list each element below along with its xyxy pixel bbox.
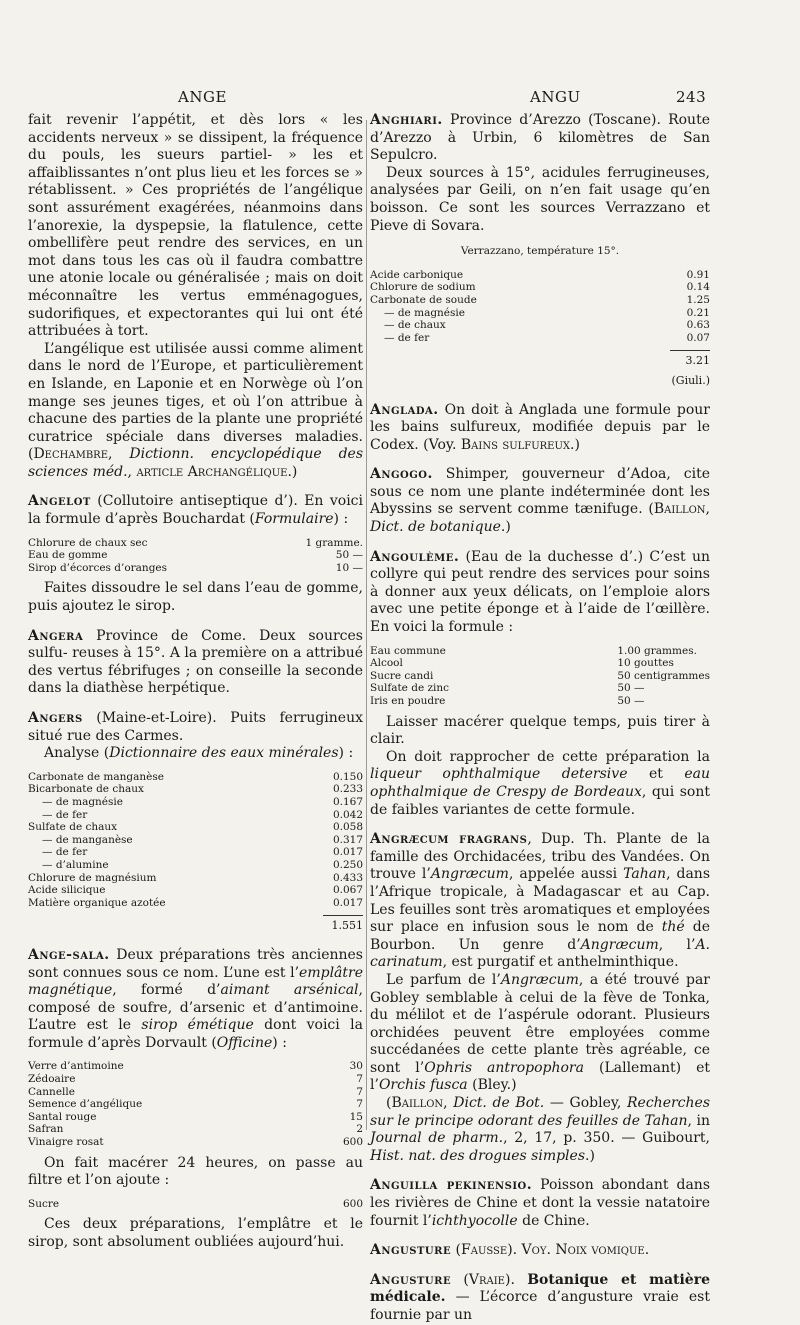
analysis-table: Acide carbonique 0.91 Chlorure de sodium 0.14 Carbonate de soude 1.25 — de magnésie 0.21 — de chaux 0.63 — de fer 0.07 <box>370 268 710 344</box>
entry-anguilla: Anguilla pekinensio. Poisson abondant dans les rivières de Chine et dont la vessie natatoire fournit l’ichthyocolle de Chine. <box>370 1177 710 1229</box>
page-number: 243 <box>676 88 707 106</box>
analysis-table: Carbonate de manganèse 0.150 Bicarbonate de chaux 0.233 — de magnésie 0.167 — de fer 0.042 Sulfate de chaux 0.058 — de manganèse 0.317 — de fer 0.017 — d’alumine 0.250 Chlorure de magnésium 0.433 Acide silicique 0.067 Matière organique azotée 0.017 <box>28 770 363 909</box>
entry-angera: Angera Province de Come. Deux sources sulfu- reuses à 15°. A la première on a attribué des vertus fébrifuges ; on conseille la seconde dans la diathèse herpétique. <box>28 627 363 697</box>
column-divider <box>366 120 367 1130</box>
right-column <box>370 112 710 1325</box>
headword: Angera <box>28 627 84 644</box>
headword: Angers <box>28 710 83 726</box>
entry-angers: Angers (Maine-et-Loire). Puits ferrugineux situé rue des Carmes. Analyse (Dictionnaire des eaux minérales) : Carbonate de manganèse 0.150 Bicarbonate de chaux 0.233 — de magnésie 0.167 — de fer 0.042 Sulfate de chaux 0.058 — de manganèse 0.317 — de fer 0.017 — d’alumine 0.250 Chlorure de magnésium 0.433 Acide silicique 0.067 Matière organique azotée 0.017 1.551 <box>28 710 363 935</box>
running-head-right: ANGU <box>530 88 581 106</box>
headword: Anguilla pekinensio. <box>370 1177 533 1194</box>
headword: Angræcum fragrans <box>370 831 528 848</box>
headword: Anghiari. <box>370 112 443 128</box>
entry-angouleme: Angoulème. (Eau de la duchesse d’.) C’est un collyre qui peut rendre des services pour soins à donner aux yeux délicats, on l’emploie alors avec une petite éponge et à l’aide de l’œillère. En voici la formule : Eau commune 1.00 grammes. Alcool 10 gouttes Sucre candi 50 centigrammes Sulfate de zinc 50 — Iris en poudre 50 — Laisser macérer quelque temps, puis tirer à clair. On doit rapprocher de cette préparation la liqueur ophthalmique detersive et eau ophthalmique de Crespy de Bordeaux, qui sont de faibles variantes de cette formule. <box>370 548 710 818</box>
paragraph: L’angélique est utilisée aussi comme aliment dans le nord de l’Europe, et particulièrement en Islande, en Laponie et en Norwège où l’on mange ses jeunes tiges, et où l’on attribue à chacune des parties de la plante une propriété curatrice spéciale dans diverses maladies. (Dechambre, Dictionn. encyclopédique des sciences méd., article Archangélique.) <box>28 340 363 480</box>
entry-angusture-fausse: Angusture (Fausse). Voy. Noix vomique. <box>370 1242 650 1259</box>
left-column <box>28 112 363 1252</box>
headword: Angelot <box>28 493 91 510</box>
source-citation: (Giuli.) <box>671 373 710 387</box>
formula-table: Chlorure de chaux sec 1 gramme. Eau de gomme 50 — Sirop d’écorces d’oranges 10 — <box>28 536 363 574</box>
headword: Angusture <box>370 1242 452 1259</box>
entry-angraecum: Angræcum fragrans, Dup. Th. Plante de la famille des Orchidacées, tribu des Vandées. On trouve l’Angræcum, appelée aussi Tahan, dans l’Afrique tropicale, à Madagascar et au Cap. Les feuilles sont très aromatiques et employées sur place en infusion sous le nom de thé de Bourbon. Un genre d’Angræcum, l’A. carinatum, est purgatif et anthelminthique. Le parfum de l’Angræcum, a été trouvé par Gobley semblable à celui de la fève de Tonka, du mélilot et de l’aspérule odorant. Plusieurs orchidées peuvent être employées comme succédanées de cette plante très agréable, ce sont l’Ophris antropophora (Lallemant) et l’Orchis fusca (Bley.) (Baillon, Dict. de Bot. — Gobley, Recherches sur le principe odorant des feuilles de Tahan, in Journal de pharm., 2, 17, p. 350. — Guibourt, Hist. nat. des drogues simples.) <box>370 831 711 1164</box>
entry-ange-sala: Ange-sala. Deux préparations très anciennes sont connues sous ce nom. L’une est l’emplâtre magnétique, formé d’aimant arsénical, composé de soufre, d’arsenic et d’antimoine. L’autre est le sirop émétique dont voici la formule d’après Dorvault (Officine) : Verre d’antimoine 30 Zédoaire 7 Cannelle 7 Semence d’angélique 7 Santal rouge 15 Safran 2 Vinaigre rosat 600 On fait macérer 24 heures, on passe au filtre et l’on ajoute : Sucre 600 Ces deux préparations, l’emplâtre et le sirop, sont absolument oubliées aujourd’hui. <box>28 946 363 1250</box>
headword: Angoulème. <box>370 548 460 565</box>
paragraph: fait revenir l’appétit, et dès lors « les accidents nerveux » se dissipent, la fréquence du pouls, les sueurs partiel- » les et affaiblissantes n’ont plus lieu et les forces se » rétablissent. » Ces propriétés de l’angélique sont assurément exagérées, néanmoins dans l’anorexie, la dyspepsie, la flatulence, cette ombellifère peut rendre des services, en un mot dans tous les cas où il faudra combattre une atonie locale ou généralisée ; mais on doit méconnaître les vertus emménagogues, sudorifiques, et expectorantes qui lui ont été attribuées à tort. <box>28 112 363 340</box>
headword: Ange-sala. <box>28 946 110 963</box>
formula-table: Verre d’antimoine 30 Zédoaire 7 Cannelle 7 Semence d’angélique 7 Santal rouge 15 Safran 2 Vinaigre rosat 600 <box>28 1060 363 1149</box>
formula-table: Sucre 600 <box>28 1197 363 1210</box>
running-head-left: ANGE <box>178 88 227 106</box>
entry-anghiari: Anghiari. Province d’Arezzo (Toscane). Route d’Arezzo à Urbin, 6 kilomètres de San Sepulcro. Deux sources à 15°, acidules ferrugineuses, analysées par Geili, on n’en fait usage qu’en boisson. Ce sont les sources Verrazzano et Pieve di Sovara. Verrazzano, température 15°. Acide carbonique 0.91 Chlorure de sodium 0.14 Carbonate de soude 1.25 — de magnésie 0.21 — de chaux 0.63 — de fer 0.07 3.21 (Giuli.) <box>370 112 710 390</box>
entry-angogo: Angogo. Shimper, gouverneur d’Adoa, cite sous ce nom une plante indéterminée dont les Abyssins se servent comme tænifuge. (Baillon, Dict. de botanique.) <box>370 466 710 536</box>
table-total: 1.551 <box>28 915 363 935</box>
table-total: 3.21 <box>370 350 710 370</box>
headword: Angusture <box>370 1271 452 1288</box>
headword: Anglada. <box>370 401 439 418</box>
entry-anglada: Anglada. On doit à Anglada une formule pour les bains sulfureux, modifiée depuis par le Codex. (Voy. Bains sulfureux.) <box>370 401 710 453</box>
entry-angelot: Angelot (Collutoire antiseptique d’). En voici la formule d’après Bouchardat (Formulaire) : Chlorure de chaux sec 1 gramme. Eau de gomme 50 — Sirop d’écorces d’oranges 10 — Faites dissoudre le sel dans l’eau de gomme, puis ajoutez le sirop. <box>28 493 363 615</box>
table-caption: Verrazzano, température 15°. <box>460 245 620 258</box>
headword: Angogo. <box>370 466 433 483</box>
entry-angusture-vraie: Angusture (Vraie). Botanique et matière médicale. — L’écorce d’angusture vraie est fournie par un <box>370 1271 710 1323</box>
formula-table: Eau commune 1.00 grammes. Alcool 10 gouttes Sucre candi 50 centigrammes Sulfate de zinc 50 — Iris en poudre 50 — <box>370 644 710 707</box>
